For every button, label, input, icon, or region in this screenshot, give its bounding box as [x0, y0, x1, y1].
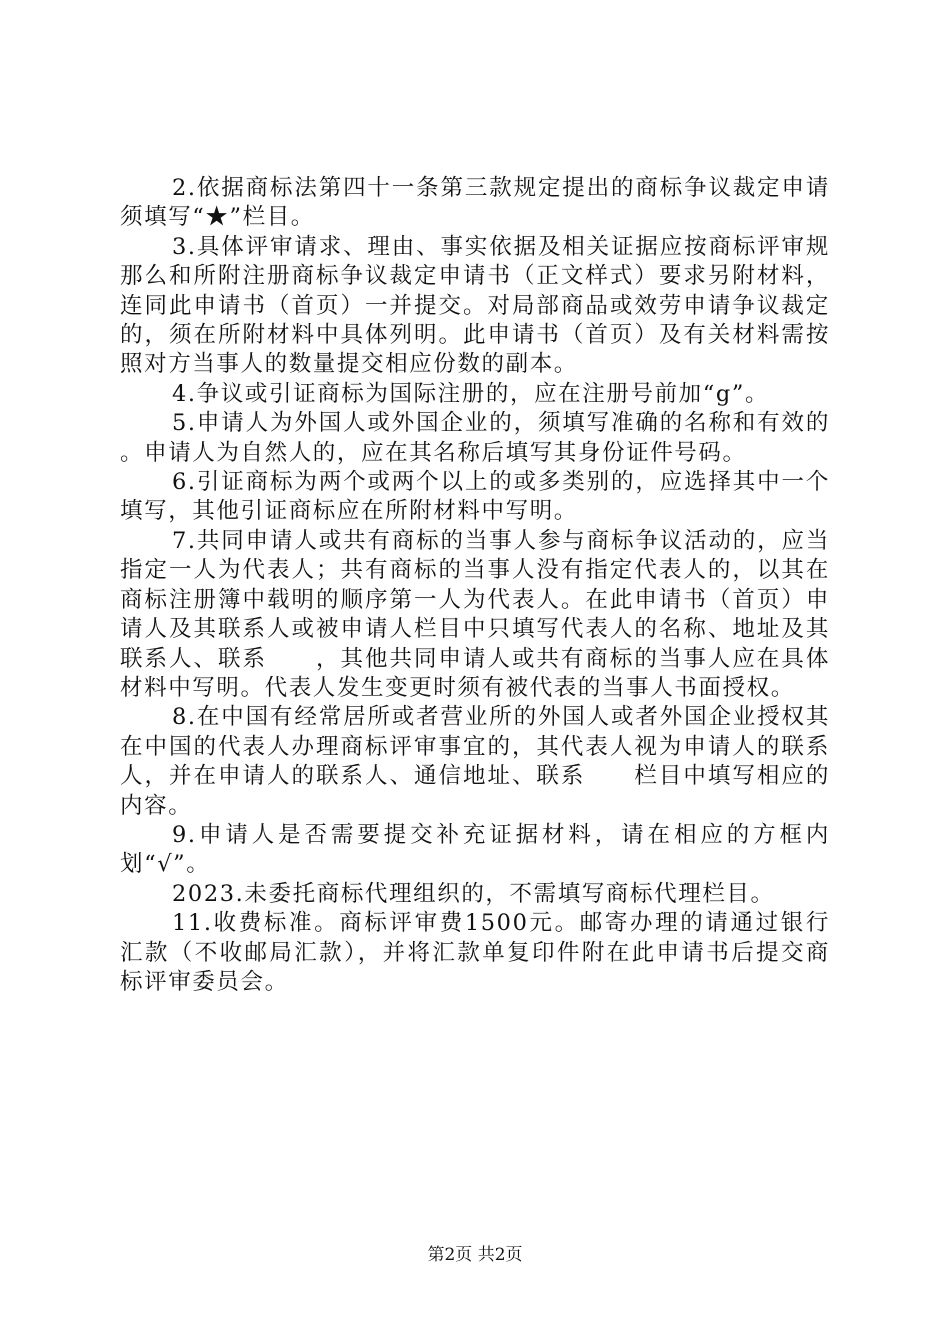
paragraph-2: 2.依据商标法第四十一条第三款规定提出的商标争议裁定申请须填写“★”栏目。 [120, 175, 830, 231]
page-number-footer: 第2页 共2页 [427, 1245, 523, 1265]
paragraph-3: 3.具体评审请求、理由、事实依据及相关证据应按商标评审规那么和所附注册商标争议裁定申请书（正文样式）要求另附材料，连同此申请书（首页）一并提交。对局部商品或效劳申请争议裁定的，须在所附材料中具体列明。此申请书（首页）及有关材料需按照对方当事人的数量提交相应份数的副本。 [120, 233, 830, 378]
paragraph-8: 8.在中国有经常居所或者营业所的外国人或者外国企业授权其在中国的代表人办理商标评审事宜的，其代表人视为申请人的联系人，并在申请人的联系人、通信地址、联系 栏目中填写相应的内容。 [120, 704, 830, 819]
paragraph-6: 6.引证商标为两个或两个以上的或多类别的，应选择其中一个填写，其他引证商标应在所附材料中写明。 [120, 469, 830, 525]
paragraph-11: 11.收费标准。商标评审费1500元。邮寄办理的请通过银行汇款（不收邮局汇款），并将汇款单复印件附在此申请书后提交商标评审委员会。 [120, 910, 830, 995]
paragraph-10: 2023.未委托商标代理组织的，不需填写商标代理栏目。 [172, 880, 775, 907]
paragraph-5: 5.申请人为外国人或外国企业的，须填写准确的名称和有效的 。申请人为自然人的，应在其名称后填写其身份证件号码。 [120, 410, 879, 466]
paragraph-7: 7.共同申请人或共有商标的当事人参与商标争议活动的，应当指定一人为代表人；共有商标的当事人没有指定代表人的，以其在商标注册簿中载明的顺序第一人为代表人。在此申请书（首页）申请人及其联系人或被申请人栏目中只填写代表人的名称、地址及其联系人、联系 ，其他共同申请人或共有商标的当事人应在具体材料中写明。代表人发生变更时须有被代表的当事人书面授权。 [120, 527, 830, 701]
document-body [0, 174, 950, 997]
paragraph-9: 9.申请人是否需要提交补充证据材料，请在相应的方框内划“√”。 [120, 821, 830, 878]
paragraph-4: 4.争议或引证商标为国际注册的，应在注册号前加“g”。 [172, 380, 770, 407]
